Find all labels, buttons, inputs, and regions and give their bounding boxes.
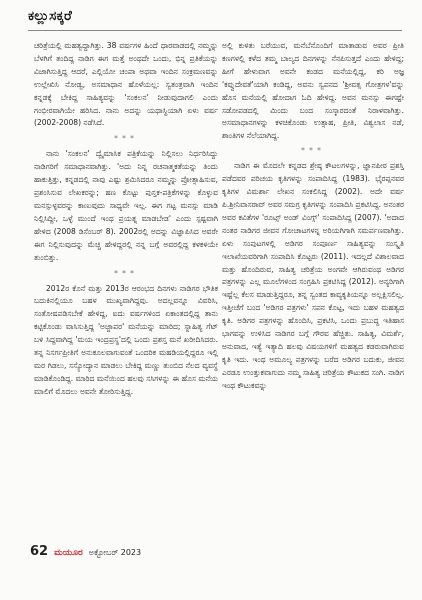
section-separator: *** bbox=[301, 146, 325, 156]
section-separator: *** bbox=[114, 268, 138, 278]
page-header bbox=[28, 8, 402, 32]
paragraph: 2012ರ ಕೊನೆ ಮತ್ತು 2013ರ ಆರಂಭದ ದಿನಗಳು ನಾಡಿಗರ ಭೌತಿಕ ಬದುಕಿನಲ್ಲಿಯೂ ಬಹಳ ಮುಖ್ಯವಾಗಿದ್ದವು. ಅದಲ್ಲವನ್ನೂ ವಿವರಿಸಿ, ಸಂತೋಷಪಡಿಸಬೇಕೆ ಹೇಳಿದ್ದ, ಐದು ವರ್ಷಗಳಿಂದ ಏಕಾಂತದಲ್ಲಿದ್ದ ತಾನು ಕಟ್ಟಿಕೊಂಡು ವಾಸಿಸುತ್ತಿದ್ದ 'ಅಜ್ಜಾಪರ' ಮನೆಯನ್ನು ಮಾರಿದ; ಸ್ನಾಹಿತ್ಯ ಗೆಟ್ ಬಳಿ ಸಿದ್ದವಾಗಿದ್ದ 'ಮಯ ಇಂದ್ರಪ್ರಸ್ಥ'ದಲ್ಲಿ ಒಂದು ಪ್ರಶಸ್ತ ಮನೆ ಖರೀದಿಸಿದರು. ತನ್ನ ನಿಸರ್ಗಪ್ರೀತಿಗೆ ಅನುಕೂಲವಾಗುವಂತೆ ಒಂದರಿಕ ಮಹಡಿಯಲ್ಲಿದ್ದರೂ ಇಲ್ಲಿ ಮರ ಗಿಡಲು, ಸಸ್ಯೋದ್ಯಾನ ಮಾಡಲು ಬೇಕಿದ್ದ ಮಣ್ಣು ತುಂಬಿದ ನೆಲದ ವ್ಯವಸ್ಥೆ ಮಾಡಿಕೊಂಡಿದ್ದ. ಮಾರಿದ ಮನೆಯಿಂದ ಹಲವು ಸಸಿಗಳನ್ನು ಈ ಹೊಸ ಮನೆಯ ಮಾಲಿಗೆ ಮೊದಲು ಅವನೇ ತೋರಿಸುತ್ತಿದ್ದ. bbox=[34, 283, 218, 396]
section-separator: *** bbox=[114, 134, 138, 144]
right-column bbox=[222, 40, 404, 532]
issue-date: ಅಕ್ಟೋಬರ್ 2023 bbox=[88, 548, 142, 557]
page-number: 62 bbox=[30, 544, 49, 559]
paragraph: ನಾನು 'ಸಂಕಲನ' ದ್ವೈಮಾಸಿಕ ಪತ್ರಿಕೆಯನ್ನು ನಿಲ್ಲಿಸಲು ನಿರ್ಧರಿಸಿದ್ದು ನಾಡಿಗರಿಗೆ ಸಮಾಧಾನವಾಗಿತ್ತು. 'ಅದು ನಿನ್ನ ರಚನಾತ್ಮಕತೆಯನ್ನು ತಿಂದು ಹಾಕುತ್ತಿತ್ತು, ಕನ್ನಡದಲ್ಲಿ ನಾವು ಎಷ್ಟು ಶ್ರಮಿಸಿದರೂ ನಮ್ಮನ್ನು ಪ್ರೋತ್ಸಾಹಿಸುವ, ಪ್ರಶಂಸಿಸುವ ಲೇಖಕರನ್ನು; ಹಣ ಕೊಟ್ಟು ಪುಸ್ತಕ-ಪತ್ರಿಕೆಗಳನ್ನು ಕೊಳ್ಳುವ ಮನಸ್ಸುಳ್ಳವರನ್ನು ಕಾಣುವುದು ಸಾಧ್ಯವೇ ಇಲ್ಲ. ಈಗ ಗಟ್ಟ ಮನಸ್ಸು ಮಾಡಿ ನಿಲ್ಲಿಸಿದ್ದೀ, ಒಳ್ಳೆ ಮುಂದೆ ಇಂಥ ಪ್ರಯತ್ನ ಮಾಡಬೇಡ' ಎಂದು ಸ್ಪಷ್ಟವಾಗಿ ಹೇಳಿದ (2008 ಡಿಸೆಂಬರ್ 8). 2002ರಲ್ಲಿ ಅದನ್ನು ವಿಜ್ಞಾಪಿಸಿದ ಅವರೇ ಈಗ ನಿಲ್ಲಿಸುವುದನ್ನು ಮೆಚ್ಚಿ ಹೇಳಿದ್ದರಲ್ಲಿ ನನ್ನ ಬಗ್ಗೆ ಅವರಲ್ಲಿದ್ದ ಕಳಕಳಿಯೇ ತುಂಬಿತ್ತು. bbox=[34, 149, 218, 262]
paragraph: ಚರಿತ್ರೆಯಲ್ಲಿ ಮಹತ್ವದ್ದಾಗಿತ್ತು. 38 ವರ್ಷಗಳ ಹಿಂದೆ ಧಾರವಾಡದಲ್ಲಿ ನಮ್ಮನ್ನು ಬೆಳಗಿಗೆ ತಂದಿದ್ದ ನಾಡಿಗ ಈಗ ಮತ್ತೆ ಅಂಥದೇ ಒಂದು, ಭಿನ್ನ ಪ್ರತಿಕೆಯನ್ನು ವಿಜಾಗಿಸುತ್ತಿದ್ದ ಆದರೆ, ಎಲ್ಲಿಯೋ ಚಂಪಾ ಅಥವಾ ಇಂದಿನ ಸಂಕ್ರಮಣವನ್ನು ಉಲ್ಲೇಖಿಸಿ ನೋಡ್ವ, ಅಸಮಾಧಾನ ಹೊಳೆಯಲ್ಲ: ಸ್ವತಂತ್ರವಾಗಿ ಇಂದಿನ ಕನ್ನಡಕ್ಕೆ ಬೇಕಿದ್ದ ಸಾಹಿತ್ಯವನ್ನು 'ಸಂಕಲನ' ನೀಡುವುದಾಗಲಿ ಎಂದು ಗಂಭೀರವಾಗಿಯೇ ಹರಿಸಿದ. ನಾನು ಅದನ್ನು ಯಥಾಸ್ಥಿಯಾಗಿ ಏಳು ವರ್ಷ (2002-2008) ನಡೆಸಿದೆ. bbox=[34, 41, 218, 128]
paragraph: ನಾಡಿಗ ಈ ಮೊದಲೇ ಕನ್ನಡದ ಶ್ರೇಷ್ಠ ಕೌಟಲಗಳನ್ನು, ಜ್ಞಾನಪೀಠ ಪ್ರಶಸ್ತಿ ಪಡೆದವರ ಪರಿಚಯ ಕೃತಿಗಳನ್ನು ಸಂಪಾದಿಸಿದ್ದ (1983). ಭೈರಪ್ಪನವರ ಕೃತಿಗಳ ವಿಮರ್ಶಾ ಲೇಖನ ಸಂಕಲಿಸಿದ್ದ (2002). ಅದೇ ವರ್ಷ ಪಿ.ಶ್ರೀನಿವಾಸರಾವ್ ಅವರ ಸಮಗ್ರ ಕೃತಿಗಳನ್ನು ಸಂಪಾದಿಸಿ ಪ್ರಕಟಿಸಿದ್ದ. ಅನಂತರ ಅವರ ಕವಿತೆಗಳ 'ರೂಟ್ಸ್ ಅಂಡ್ ವಿಂಗ್ಸ್' ಸಂಪಾದಿಸಿದ್ದ (2007). 'ಅದಾದ ನಂತರ ನಾಡಿಗರ ಜೀವನ ಗೋಚಾಟಗಳನ್ನ ಅರಿಯಗಿಗಾಗಿ ಸಮರ್ಪಣವಾಗಿತ್ತು. ಏಳು ಸಂಪುಟಗಳಲ್ಲಿ ಅಡಿಗರ ಸಂಪೂರ್ಣ ಸಾಹಿತ್ಯವನ್ನು ಸಂಸ್ಕೃತಿ ಇಲಾಖೆಯವರಿಗಾಗಿ ಸಂಪಾದಿಸಿ ಕೊಟ್ಟರು (2011). ಇದಲ್ಲದೆ ವಿಶಾಲವಾದ ಮತ್ತು ಹೊಂದಿರುವ, ಸಾಹಿತ್ಯ ಚರಿತ್ರೆಯ ಅಂಗವೇ ಆಗಿರುವಂಥ ಅಡಿಗರ ಪತ್ರಗಳನ್ನು ಎಲ್ಲ ಮೂಲೆಗಳಿಂದ ಸಂಗ್ರಹಿಸಿ ಪ್ರಕಟಿಸಿದ್ದ (2012). ಅನ್ಯರಿಗಾಗಿ ಇಷ್ಟೆಲ್ಲ ಕೆಲಸ ಮಾಡುತ್ತಿದ್ದರೂ, ತನ್ನ ಸ್ವಂತದ ಕಾವ್ಯಕೃತಿಯನ್ನೂ ಅಲ್ಲಕ್ಷಿಸಲಿಲ್ಲ. ಇತ್ತೀಚೆಗೆ ಬಂದ 'ಅಡಿಗರ ಪತ್ರಗಳು' ಸಪನ ಕೊಟ್ಟ, ಇದು ಬಹಳ ಮಹತ್ವದ ಕೃತಿ. ಅಡಿಗರ ಪತ್ರಗಳನ್ನು ಹೊಂದಿಸಿ, ಪ್ರಕಟಿಸಿ, ಒಂದು ಪ್ರಬುದ್ಧ ಇತಿಹಾಸ ಭಾಗವನ್ನು ಉಳಿಸಿದ ನಾಡಿಗರ ಬಗ್ಗೆ ಗೌರವ ಹೆಚ್ಚಿತು. ಸಾಹಿತ್ಯ, ವಿಮರ್ಶೆ, ಅನುವಾದ, ಇತ್ಯೆ ಇತ್ಯಾದಿ ಹಲವು ವಿಷಯಗಳಿಗೆ ಮಹತ್ವದ ಕಡರುವಾಗಿರುವ ಕೃತಿ ಇದು. ಇಂಥ ಅಮೂಲ್ಯ ಪತ್ರಗಳನ್ನು ಬರೆದ ಅಡಿಗರ ಬದುಕು, ಜೀವನ ಎರಡೂ ಉಂತ್ತುಕವಾಗುದು ನಮ್ಮ ಸಾಹಿತ್ಯ ಚರಿತ್ರೆಯ ಕೌಟುಕದ ಸಂಗಿ. ನಾಡಿಗ ಇಂಥ ಕೌಟುಕವನ್ನು bbox=[222, 161, 404, 390]
left-column bbox=[34, 40, 218, 532]
magazine-name: ಮಯೂರ bbox=[54, 548, 83, 558]
page-footer bbox=[30, 544, 141, 560]
section-title: ಕಲ್ಲುಸಕ್ಕರೆ bbox=[28, 8, 72, 24]
header-divider bbox=[28, 30, 402, 31]
paragraph: ಅಲ್ಲಿ ಕುಳಿತು ಬರೆಯುವ, ಮನೆಬೆನೊಂದಿಗೆ ಮಾತಾಡುವ ಅವರ ಪ್ರೀತಿ ಕಣಗಳಲ್ಲಿ ಕಳೆದ ತಮ್ಮ ಬಾಲ್ಯದ ದಿನಗಳನ್ನು ನೆನಪಿಸುತ್ತದೆ ಎಂದು ಹೇಳಿದ್ದ; ಹೀಗೆ ಹೇಳುವಾಗ ಅವನೇ ಕಂಡದ ಮನೆಯಲ್ಲಿದ್ದ, ಕರಿ ಅಜ್ಞ 'ಕವ್ವುದೇವತೆ'ಯಾಗಿ ಕಂಡಿದ್ದ, ಅವನು ಸ್ವಪನದ 'ಶ್ರೀವತ್ಸ ಗೋತ್ರಗಳ'ವನ್ನು ಹೊಸ ಮನೆಯಲ್ಲಿ ಹೋದಾಗ ಓದಿ ಹೇಳಿದ್ದ. ಅವನ ಮನಸ್ಸು ಈಗಷ್ಟೇ ಸಡೋಪಡದಲ್ಲಿ ಮಿಂದು ಬಂದ ಸಂಸ್ಕಾರದಂತೆ ನಿರಾಳವಾಗಿತ್ತು. ಅಸಮಾಧಾನಗಳನ್ನು ಕಳಚಿಕೊಂಡು ಉತ್ಸಾಹ, ಪ್ರೀತಿ, ವಿಶ್ವಲಾಸ ನಡೆ, ಶಾಂತಿಗಳ ನೆಲೆಯಾಗಿದ್ದ. bbox=[222, 41, 404, 141]
